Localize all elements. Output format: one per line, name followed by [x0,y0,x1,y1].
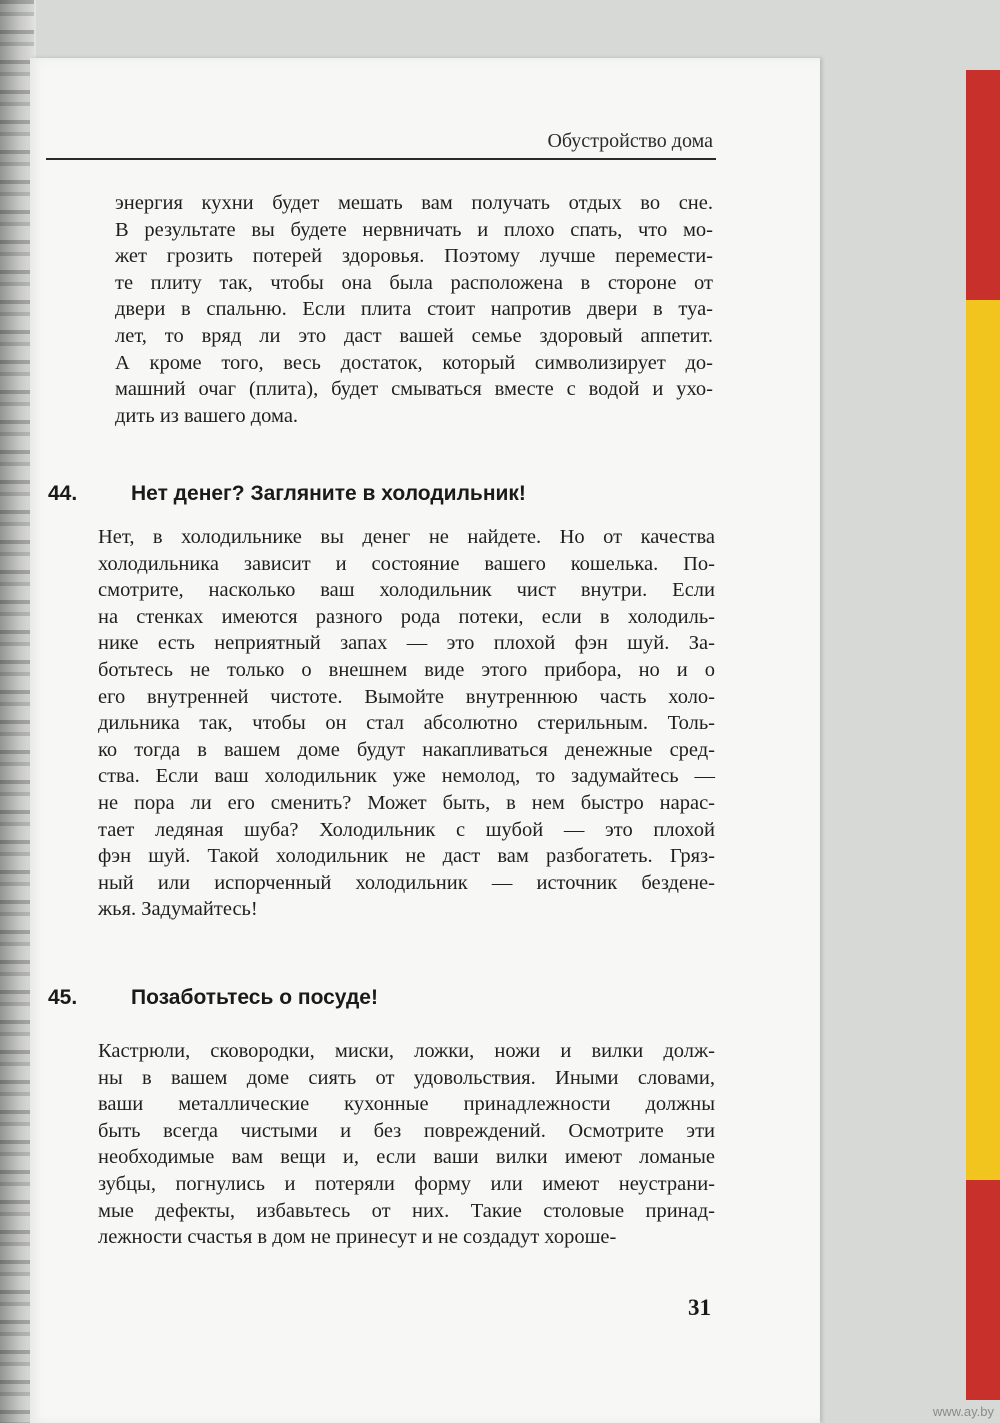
text-line: ны в вашем доме сиять от удовольствия. Иными словами, [98,1066,715,1089]
text-line: те плиту так, чтобы она была расположена в стороне от [115,271,713,294]
text-line: двери в спальню. Если плита стоит напротив двери в туа- [115,298,713,321]
section-number: 44. [48,482,78,505]
text-line: холодильника зависит и состояние вашего кошелька. По- [98,552,715,575]
text-line: Кастрюли, сковородки, миски, ложки, ножи и вилки долж- [98,1040,715,1062]
book-page [30,58,820,1423]
text-line: его внутренней чистоте. Вымойте внутреннюю часть холо- [98,685,715,708]
text-line: быть всегда чистыми и без повреждений. Осмотрите эти [98,1119,715,1142]
text-line: нике есть неприятный запах — это плохой фэн шуй. За- [98,632,715,655]
page-number: 31 [688,1295,711,1320]
text-line: необходимые вам вещи и, если ваши вилки имеют ломаные [98,1146,715,1169]
text-line: ваши металлические кухонные принадлежности должны [98,1093,715,1116]
text-line: ный или испорченный холодильник — источник бездене- [98,871,715,894]
book-cover-edge [966,70,1000,1400]
text-line: машний очаг (плита), будет смываться вместе с водой и ухо- [115,378,713,401]
text-line: жет грозить потерей здоровья. Поэтому лучше перемести- [115,245,713,268]
text-line: мые дефекты, избавьтесь от них. Такие столовые принад- [98,1199,715,1222]
section-title: Нет денег? Загляните в холодильник! [131,482,526,505]
text-line: не пора ли его сменить? Может быть, в нем быстро нарас- [98,791,715,814]
text-line: А кроме того, весь достаток, который символизирует до- [115,351,713,374]
section-title: Позаботьтесь о посуде! [131,986,378,1009]
text-line: смотрите, насколько ваш холодильник чист внутри. Если [98,579,715,602]
text-line: тает ледяная шуба? Холодильник с шубой — это плохой [98,818,715,841]
section-45-body [98,1038,715,1251]
text-line: дить из вашего дома. [115,404,299,427]
text-line: В результате вы будете нервничать и плохо спать, что мо- [115,218,713,241]
text-line: энергия кухни будет мешать вам получать отдых во сне. [115,192,713,214]
text-line: ко тогда в вашем доме будут накапливаться денежные сред- [98,738,715,761]
text-line: ства. Если ваш холодильник уже немолод, то задумайтесь — [98,765,715,788]
section-45-heading [48,986,708,1014]
text-line: лежности счастья в дом не принесут и не создадут хороше- [98,1226,617,1249]
running-head: Обустройство дома [547,130,713,152]
text-line: жья. Задумайтесь! [98,898,258,921]
section-44-body [98,524,715,923]
text-line: дильника так, чтобы он стал абсолютно стерильным. Толь- [98,712,715,735]
text-line: на стенках имеются разного рода потеки, если в холодиль- [98,605,715,628]
intro-paragraph [115,190,713,429]
watermark: www.ay.by [932,1404,994,1419]
text-line: ботьтесь не только о внешнем виде этого прибора, но и о [98,658,715,681]
text-line: зубцы, погнулись и потеряли форму или имеют неустрани- [98,1172,715,1195]
text-line: Нет, в холодильнике вы денег не найдете. Но от качества [98,526,715,548]
text-line: фэн шуй. Такой холодильник не даст вам разбогатеть. Гряз- [98,845,715,868]
section-number: 45. [48,986,78,1009]
text-line: лет, то вряд ли это даст вашей семье здоровый аппетит. [115,324,713,347]
facing-page-edge [0,0,34,1423]
header-rule [46,158,716,160]
section-44-heading [48,482,708,510]
